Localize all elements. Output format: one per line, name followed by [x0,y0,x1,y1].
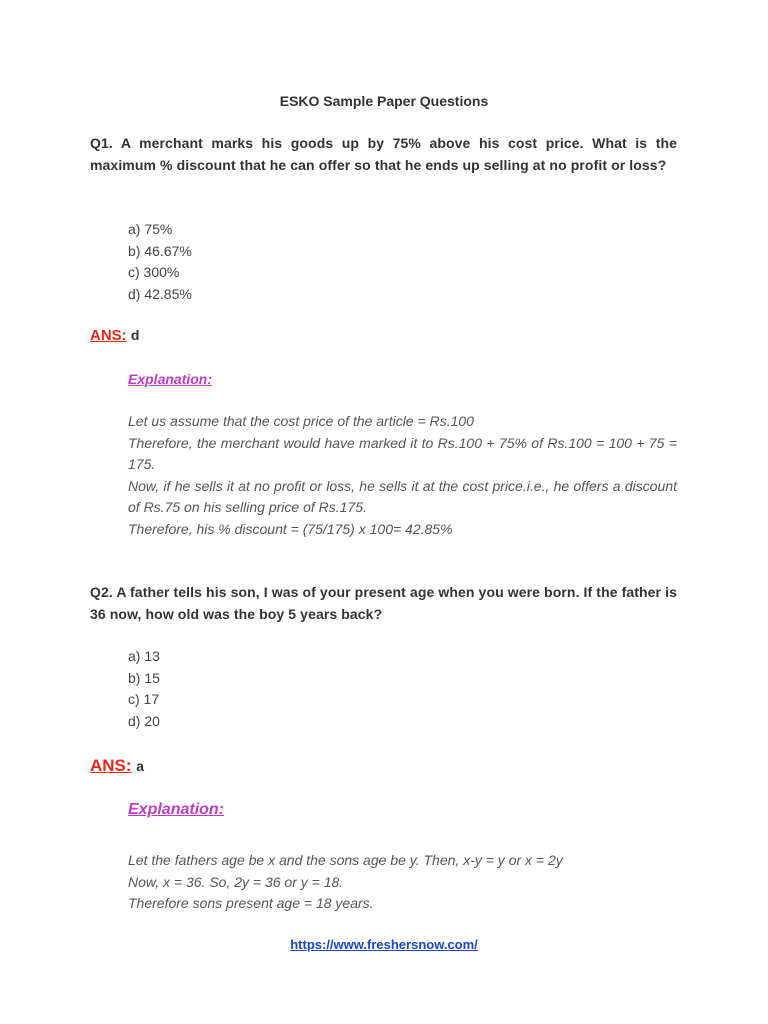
answer-value: a [136,758,145,774]
question-1-explanation-title: Explanation: [128,371,213,387]
option-c: c) 17 [128,691,160,707]
option-a: a) 75% [128,221,173,237]
question-1-explanation [128,411,677,540]
answer-value: d [130,327,140,343]
question-1-options [128,219,192,305]
explanation-line: Now, x = 36. So, 2y = 36 or y = 18. [128,873,344,890]
explanation-line: Now, if he sells it at no profit or loss, he sells it at the cost price.i.e., he offers a discount of Rs.75 on his selling price of Rs.175. [128,477,677,515]
explanation-line: Therefore sons present age = 18 years. [128,895,374,911]
question-1-answer [90,327,139,344]
question-2-text: Q2. A father tells his son, I was of your present age when you were born. If the father is 36 now, how old was the boy 5 years back? [90,584,677,622]
question-2-options [128,646,160,732]
explanation-line: Therefore, the merchant would have marked it to Rs.100 + 75% of Rs.100 = 100 + 75 = 175. [128,434,677,472]
question-2-explanation [128,850,677,915]
answer-label: ANS: [90,756,132,775]
option-b: b) 46.67% [128,242,192,259]
explanation-line: Let the fathers age be x and the sons age be y. Then, x-y = y or x = 2y [128,852,563,868]
explanation-line: Let us assume that the cost price of the article = Rs.100 [128,413,474,429]
question-2-explanation-title: Explanation: [128,801,225,818]
option-d: d) 42.85% [128,285,192,302]
option-b: b) 15 [128,669,160,686]
answer-label: ANS: [90,327,127,344]
option-a: a) 13 [128,648,160,664]
footer-website-link[interactable]: https://www.freshersnow.com/ [290,937,478,952]
option-d: d) 20 [128,712,160,729]
option-c: c) 300% [128,264,180,280]
explanation-line: Therefore, his % discount = (75/175) x 100= 42.85% [128,520,453,537]
question-1-text: Q1. A merchant marks his goods up by 75% above his cost price. What is the maximum % discount that he can offer so that he ends up selling at no profit or loss? [90,135,677,173]
question-2-answer [90,756,144,776]
page-title: ESKO Sample Paper Questions [279,93,489,109]
